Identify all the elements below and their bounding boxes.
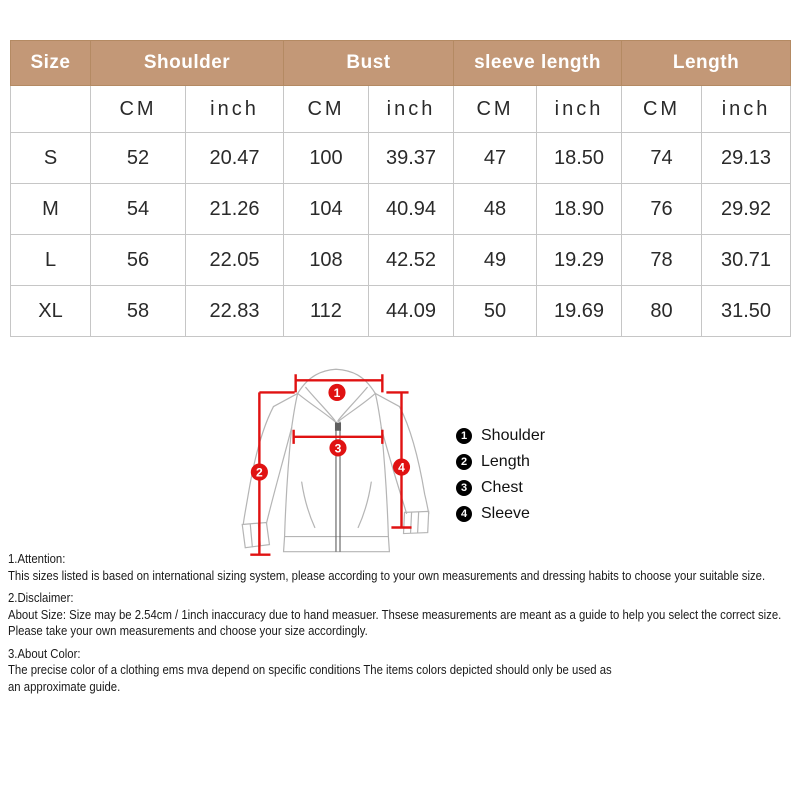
armhole-left	[292, 393, 298, 427]
legend-item-shoulder	[456, 423, 545, 449]
legend-item-length	[456, 449, 545, 475]
cell-shoulder-inch: 22.83	[186, 286, 284, 337]
cell-sleeve-cm: 49	[454, 235, 537, 286]
jacket-measurement-diagram	[213, 363, 465, 565]
cell-shoulder-cm: 58	[91, 286, 186, 337]
cell-sleeve-cm: 47	[454, 133, 537, 184]
unit-inch-cell: inch	[537, 86, 622, 133]
legend-item-chest	[456, 475, 545, 501]
callout-3-number: 3	[334, 441, 342, 456]
legend-item-sleeve	[456, 501, 545, 527]
size-table	[10, 40, 791, 337]
cell-length-inch: 30.71	[702, 235, 791, 286]
cell-size: XL	[11, 286, 91, 337]
zipper-pull	[335, 423, 341, 431]
note-title-about-color: 3.About Color:	[8, 645, 81, 661]
col-header-length: Length	[622, 41, 791, 86]
legend-bullet-4: 4	[456, 506, 472, 522]
legend-bullet-1: 1	[456, 428, 472, 444]
note-line: The precise color of a clothing ems mva depend on specific conditions The items colors depicted should only be used as	[8, 662, 612, 677]
cell-bust-inch: 42.52	[369, 235, 454, 286]
cell-bust-inch: 40.94	[369, 184, 454, 235]
cell-bust-cm: 112	[284, 286, 369, 337]
cell-sleeve-cm: 48	[454, 184, 537, 235]
cell-shoulder-cm: 56	[91, 235, 186, 286]
cell-size: M	[11, 184, 91, 235]
pocket-right	[358, 482, 371, 527]
note-line: This sizes listed is based on international sizing system, please according to your own measurements and dressing habits to choose your suitable size.	[8, 567, 766, 583]
cell-sleeve-inch: 18.90	[537, 184, 622, 235]
cell-bust-inch: 39.37	[369, 133, 454, 184]
table-row-xl	[11, 286, 791, 337]
cell-bust-cm: 100	[284, 133, 369, 184]
unit-inch-cell: inch	[186, 86, 284, 133]
cell-bust-cm: 104	[284, 184, 369, 235]
note-line: About Size: Size may be 2.54cm / 1inch inaccuracy due to hand measuer. Thsese measurements are meant as a guide to help you select the correct size.	[8, 606, 782, 622]
cell-sleeve-inch: 19.29	[537, 235, 622, 286]
cell-sleeve-inch: 18.50	[537, 133, 622, 184]
cuff-right-ribs	[411, 512, 419, 532]
legend-label-length: Length	[481, 453, 530, 470]
callout-2-number: 2	[256, 465, 263, 480]
notes-section	[8, 551, 799, 695]
legend-bullet-3: 3	[456, 480, 472, 496]
cell-bust-inch: 44.09	[369, 286, 454, 337]
cuff-left	[242, 522, 269, 547]
cell-sleeve-inch: 19.69	[537, 286, 622, 337]
measurement-legend	[456, 423, 545, 527]
cell-length-inch: 29.13	[702, 133, 791, 184]
note-line: an approximate guide.	[8, 678, 121, 694]
callout-1-number: 1	[333, 385, 341, 400]
cell-shoulder-inch: 21.26	[186, 184, 284, 235]
unit-cm-cell: CM	[454, 86, 537, 133]
legend-label-sleeve: Sleeve	[481, 505, 530, 522]
unit-inch-cell: inch	[702, 86, 791, 133]
cell-length-cm: 74	[622, 133, 702, 184]
note-title-disclaimer: 2.Disclaimer:	[8, 590, 74, 605]
table-row-s	[11, 133, 791, 184]
callout-4-number: 4	[398, 460, 405, 475]
table-header-row	[11, 41, 791, 86]
cell-shoulder-inch: 22.05	[186, 235, 284, 286]
col-header-sleeve-length: sleeve length	[454, 41, 622, 86]
shoulder-seam-right	[375, 393, 399, 406]
cell-bust-cm: 108	[284, 235, 369, 286]
legend-label-chest: Chest	[481, 479, 523, 496]
note-line: Please take your own measurements and choose your size accordingly.	[8, 623, 368, 638]
unit-blank-cell	[11, 86, 91, 133]
cuff-right	[404, 511, 429, 533]
cell-length-inch: 31.50	[702, 286, 791, 337]
legend-label-shoulder: Shoulder	[481, 427, 546, 444]
measure-lines	[250, 374, 411, 554]
cell-sleeve-cm: 50	[454, 286, 537, 337]
legend-bullet-2: 2	[456, 454, 472, 470]
unit-cm-cell: CM	[91, 86, 186, 133]
col-header-size: Size	[11, 41, 91, 86]
table-unit-row	[11, 86, 791, 133]
cell-length-cm: 80	[622, 286, 702, 337]
unit-inch-cell: inch	[369, 86, 454, 133]
cell-shoulder-inch: 20.47	[186, 133, 284, 184]
cell-size: L	[11, 235, 91, 286]
unit-cm-cell: CM	[622, 86, 702, 133]
table-row-l	[11, 235, 791, 286]
table-row-m	[11, 184, 791, 235]
col-header-shoulder: Shoulder	[91, 41, 284, 86]
cell-length-inch: 29.92	[702, 184, 791, 235]
cell-shoulder-cm: 54	[91, 184, 186, 235]
col-header-bust: Bust	[284, 41, 454, 86]
cell-length-cm: 76	[622, 184, 702, 235]
measure-callouts	[251, 384, 410, 481]
body-side-right	[381, 428, 388, 537]
cell-size: S	[11, 133, 91, 184]
unit-cm-cell: CM	[284, 86, 369, 133]
cell-shoulder-cm: 52	[91, 133, 186, 184]
pocket-left	[302, 482, 315, 527]
note-title-attention: 1.Attention:	[8, 551, 66, 566]
shoulder-seam-left	[273, 393, 297, 406]
cell-length-cm: 78	[622, 235, 702, 286]
armhole-right	[375, 393, 381, 427]
body-side-left	[285, 428, 292, 537]
hood-collar-left	[298, 393, 335, 421]
